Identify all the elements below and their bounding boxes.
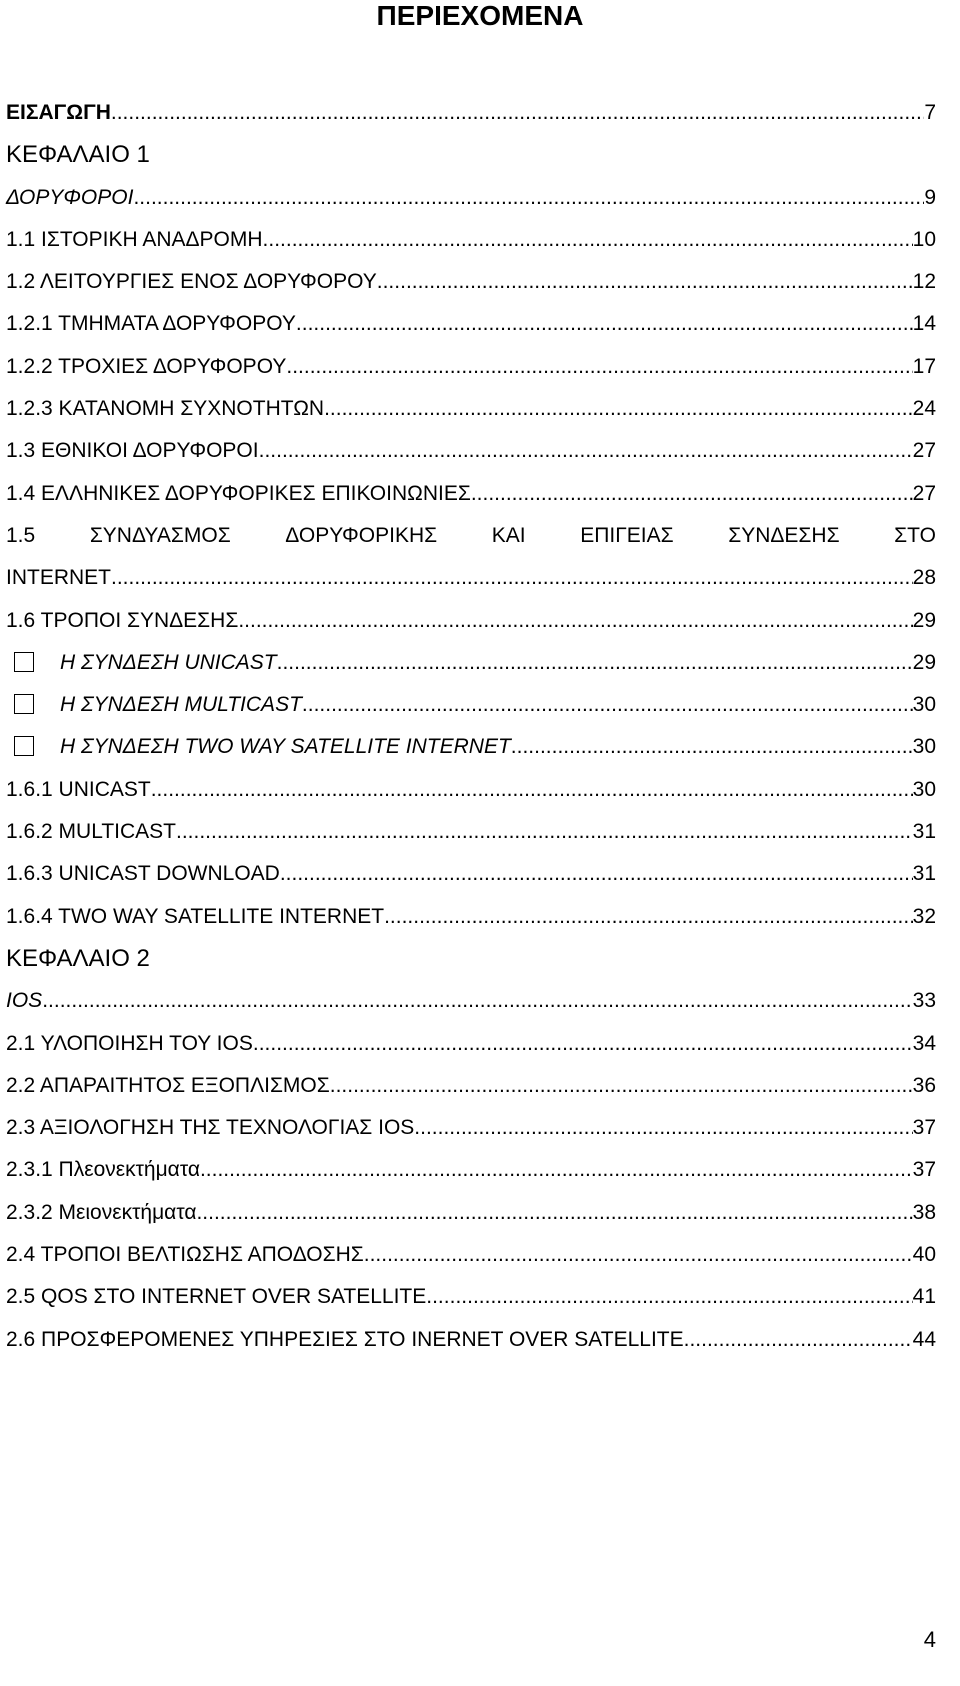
dot-leader: [176, 811, 913, 853]
toc-entry-page: 37: [912, 1158, 936, 1182]
toc-entry-page: 32: [912, 904, 936, 928]
toc-entry-label: 1.4 ΕΛΛΗΝΙΚΕΣ ΔΟΡΥΦΟΡΙΚΕΣ ΕΠΙΚΟΙΝΩΝΙΕΣ: [6, 481, 471, 505]
dot-leader: [426, 1276, 912, 1318]
toc-entry-label: 1.6 ΤΡΟΠΟΙ ΣΥΝΔΕΣΗΣ: [6, 608, 239, 632]
toc-entry-label: 2.2 ΑΠΑΡΑΙΤΗΤΟΣ ΕΞΟΠΛΙΣΜΟΣ: [6, 1073, 330, 1097]
toc-entry[interactable]: [6, 600, 936, 642]
dot-leader: [324, 388, 913, 430]
toc-entry[interactable]: [6, 557, 936, 599]
toc-entry-word: ΔΟΡΥΦΟΡΙΚΗΣ: [285, 523, 438, 547]
dot-leader: [384, 896, 913, 938]
toc-entry-label: IOS: [6, 989, 43, 1013]
toc-entry[interactable]: [6, 1234, 936, 1276]
toc-entry-word: 1.5: [6, 523, 36, 547]
toc-entry[interactable]: [6, 1192, 936, 1234]
dot-leader: [296, 303, 913, 345]
toc-entry-label: 1.2.2 ΤΡΟΧΙΕΣ ΔΟΡΥΦΟΡΟΥ: [6, 354, 287, 378]
toc-entry-label: 1.2.3 ΚΑΤΑΝΟΜΗ ΣΥΧΝΟΤΗΤΩΝ: [6, 397, 325, 421]
dot-leader: [280, 853, 913, 895]
page-number: 4: [923, 1627, 936, 1652]
dot-leader: [151, 769, 913, 811]
toc-entry[interactable]: [6, 303, 936, 345]
toc-entry-page: 29: [912, 608, 936, 632]
toc-entry-label: ΔΟΡΥΦΟΡΟΙ: [6, 185, 134, 209]
toc-entry-label: 1.2.1 ΤΜΗΜΑΤΑ ΔΟΡΥΦΟΡΟΥ: [6, 312, 296, 336]
toc-entry-page: 31: [912, 862, 936, 886]
toc-entry-label: ΕΙΣΑΓΩΓΗ: [6, 101, 111, 124]
toc-entry-page: 31: [912, 820, 936, 844]
toc-entry[interactable]: [6, 388, 936, 430]
toc-entry-page: 41: [912, 1285, 936, 1309]
dot-leader: [286, 346, 912, 388]
toc-entry-label: 1.6.1 UNICAST: [6, 777, 151, 801]
table-of-contents: [6, 92, 936, 1361]
dot-leader: [259, 430, 913, 472]
toc-entry-label: 2.3 ΑΞΙΟΛΟΓΗΣΗ ΤΗΣ ΤΕΧΝΟΛΟΓΙΑΣ IOS: [6, 1116, 415, 1140]
toc-entry[interactable]: [6, 473, 936, 515]
toc-entry[interactable]: [6, 1065, 936, 1107]
checkbox-icon: [14, 652, 34, 672]
toc-entry-label: 1.6.2 MULTICAST: [6, 820, 176, 844]
dot-leader: [263, 219, 913, 261]
toc-entry-label: Η ΣΥΝΔΕΣΗ TWO WAY SATELLITE INTERNET: [60, 735, 511, 759]
toc-entry[interactable]: [6, 219, 936, 261]
dot-leader: [238, 600, 912, 642]
toc-entry[interactable]: [6, 261, 936, 303]
dot-leader: [277, 642, 913, 684]
toc-entry-label: 1.2 ΛΕΙΤΟΥΡΓΙΕΣ ΕΝΟΣ ΔΟΡΥΦΟΡΟΥ: [6, 270, 377, 294]
dot-leader: [253, 1023, 913, 1065]
toc-entry[interactable]: [6, 684, 936, 726]
toc-entry[interactable]: [6, 430, 936, 472]
dot-leader: [42, 980, 912, 1022]
dot-leader: [111, 92, 924, 134]
toc-entry-label: INTERNET: [6, 566, 111, 590]
toc-entry[interactable]: [6, 726, 936, 768]
toc-entry[interactable]: [6, 642, 936, 684]
checkbox-icon: [14, 736, 34, 756]
toc-entry-label: 2.5 QOS ΣΤΟ INTERNET OVER SATELLITE: [6, 1285, 427, 1309]
toc-entry[interactable]: [6, 811, 936, 853]
toc-entry-label: 1.6.4 TWO WAY SATELLITE INTERNET: [6, 904, 385, 928]
toc-entry-page: 10: [912, 227, 936, 251]
dot-leader: [511, 726, 913, 768]
toc-entry-page: 29: [912, 650, 936, 674]
chapter-heading: ΚΕΦΑΛΑΙΟ 2: [6, 944, 150, 972]
toc-entry-page: 34: [912, 1031, 936, 1055]
toc-entry[interactable]: [6, 1149, 936, 1191]
toc-entry-page: 17: [912, 354, 936, 378]
toc-entry-word: ΚΑΙ: [491, 523, 526, 547]
toc-entry-page: 40: [912, 1243, 936, 1267]
toc-entry[interactable]: [6, 853, 936, 895]
toc-entry-page: 38: [912, 1200, 936, 1224]
toc-entry-page: 24: [912, 397, 936, 421]
toc-entry[interactable]: [6, 1276, 936, 1318]
chapter-heading: ΚΕΦΑΛΑΙΟ 1: [6, 141, 150, 169]
toc-entry[interactable]: [6, 1023, 936, 1065]
toc-entry[interactable]: [6, 980, 936, 1022]
toc-entry-page: 9: [924, 185, 936, 209]
dot-leader: [471, 473, 913, 515]
dot-leader: [196, 1192, 912, 1234]
toc-entry-label: 2.3.1 Πλεονεκτήματα: [6, 1158, 200, 1182]
toc-entry[interactable]: [6, 769, 936, 811]
toc-entry-label: [6, 515, 936, 557]
dot-leader: [414, 1107, 912, 1149]
toc-entry[interactable]: [6, 177, 936, 219]
toc-entry-page: 27: [912, 481, 936, 505]
toc-entry-page: 30: [912, 693, 936, 717]
toc-entry-page: 12: [912, 270, 936, 294]
toc-entry[interactable]: [6, 1107, 936, 1149]
dot-leader: [364, 1234, 913, 1276]
toc-entry-label: 1.1 ΙΣΤΟΡΙΚΗ ΑΝΑΔΡΟΜΗ: [6, 227, 263, 251]
toc-entry-label: Η ΣΥΝΔΕΣΗ UNICAST: [60, 650, 277, 674]
toc-entry-label: Η ΣΥΝΔΕΣΗ MULTICAST: [60, 693, 302, 717]
toc-entry-page: 33: [912, 989, 936, 1013]
toc-entry-page: 27: [912, 439, 936, 463]
toc-entry-page: 7: [924, 101, 936, 124]
toc-entry-label: 2.3.2 Μειονεκτήματα: [6, 1200, 197, 1224]
dot-leader: [330, 1065, 913, 1107]
dot-leader: [133, 177, 924, 219]
toc-entry[interactable]: [6, 1319, 936, 1361]
toc-entry-page: 37: [912, 1116, 936, 1140]
toc-entry-label: 2.1 ΥΛΟΠΟΙΗΣΗ ΤΟΥ IOS: [6, 1031, 253, 1055]
page-title: ΠΕΡΙΕΧΟΜΕΝΑ: [376, 0, 584, 31]
toc-entry-page: 30: [912, 777, 936, 801]
dot-leader: [302, 684, 913, 726]
toc-entry-label: 1.6.3 UNICAST DOWNLOAD: [6, 862, 280, 886]
dot-leader: [377, 261, 913, 303]
checkbox-icon: [14, 694, 34, 714]
toc-entry-page: 28: [912, 566, 936, 590]
dot-leader: [200, 1149, 913, 1191]
toc-entry-page: 14: [912, 312, 936, 336]
toc-entry-label: 1.3 ΕΘΝΙΚΟΙ ΔΟΡΥΦΟΡΟΙ: [6, 439, 259, 463]
dot-leader: [111, 557, 913, 599]
toc-entry-label: 2.6 ΠΡΟΣΦΕΡΟΜΕΝΕΣ ΥΠΗΡΕΣΙΕΣ ΣΤΟ INERNET OVER SATELLITE: [6, 1327, 684, 1351]
toc-entry-word: ΕΠΙΓΕΙΑΣ: [580, 523, 674, 547]
toc-entry-page: 30: [912, 735, 936, 759]
toc-entry[interactable]: [6, 92, 936, 134]
toc-entry-page: 44: [912, 1327, 936, 1351]
toc-entry[interactable]: [6, 346, 936, 388]
toc-entry-word: ΣΥΝΔΕΣΗΣ: [728, 523, 840, 547]
toc-entry-word: ΣΥΝΔΥΑΣΜΟΣ: [89, 523, 231, 547]
toc-entry-word: ΣΤΟ: [894, 523, 936, 547]
toc-entry[interactable]: [6, 515, 936, 557]
toc-entry-page: 36: [912, 1073, 936, 1097]
toc-entry[interactable]: [6, 896, 936, 938]
dot-leader: [684, 1319, 913, 1361]
toc-entry-label: 2.4 ΤΡΟΠΟΙ ΒΕΛΤΙΩΣΗΣ ΑΠΟΔΟΣΗΣ: [6, 1243, 364, 1267]
